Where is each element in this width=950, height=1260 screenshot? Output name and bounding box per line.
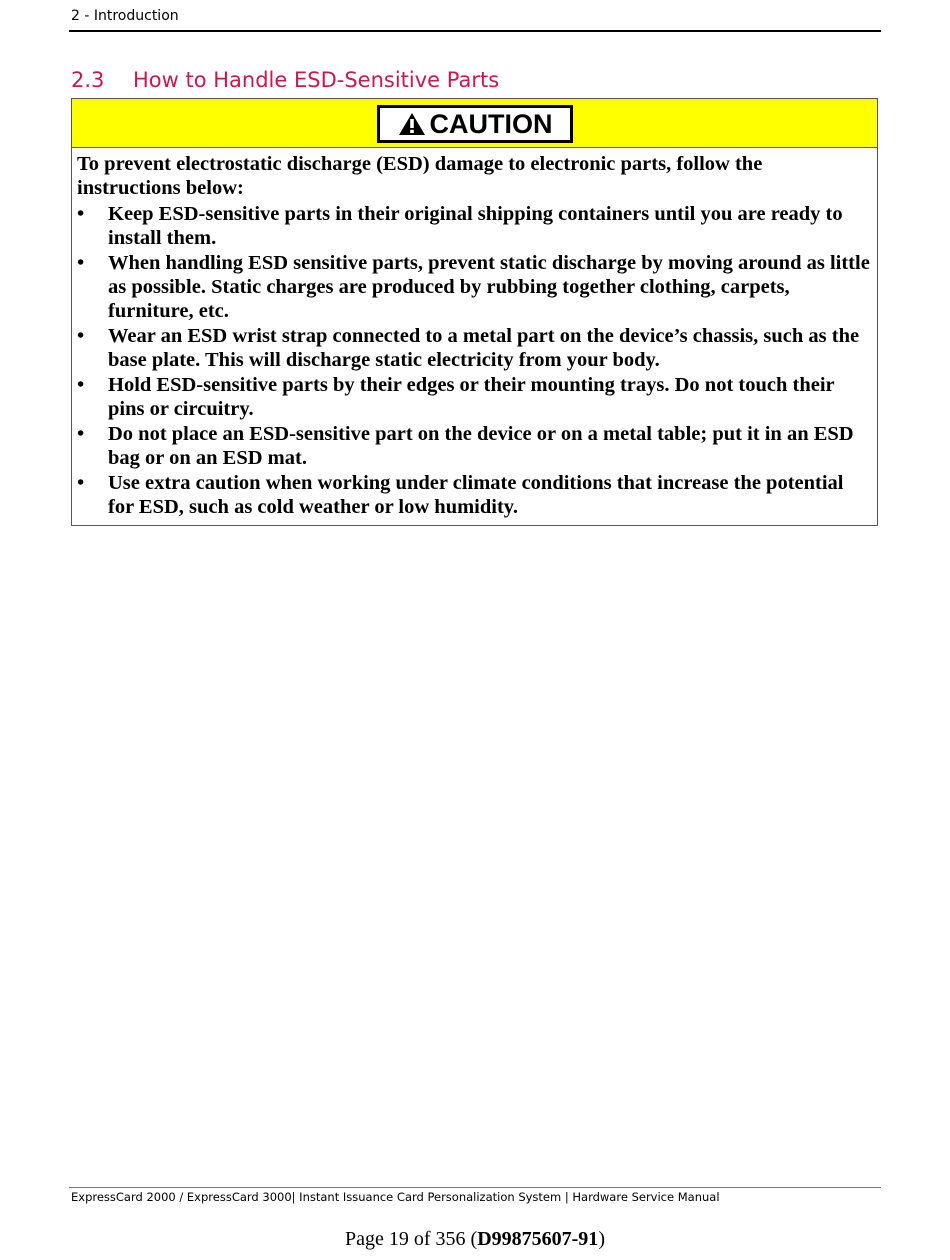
list-item-text: Use extra caution when working under climate conditions that increase the potential for ESD, such as cold weather or low humidity.	[108, 472, 844, 518]
warning-triangle-icon	[398, 112, 426, 136]
section-title: How to Handle ESD-Sensitive Parts	[133, 68, 500, 92]
document-id: D99875607-91	[477, 1228, 599, 1250]
list-item-text: Hold ESD-sensitive parts by their edges or their mounting trays. Do not touch their pins or circuitry.	[108, 374, 835, 420]
footer-rule	[69, 1187, 881, 1188]
bullet-icon: •	[77, 374, 85, 396]
list-item	[77, 251, 871, 323]
footer-text: ExpressCard 2000 / ExpressCard 3000| Instant Issuance Card Personalization System | Hardware Service Manual	[71, 1190, 720, 1204]
section-heading	[71, 68, 499, 92]
list-item	[77, 422, 871, 470]
caution-body	[72, 148, 877, 525]
running-header: 2 - Introduction	[71, 8, 179, 24]
list-item	[77, 471, 871, 519]
caution-box	[71, 98, 878, 526]
caution-intro: To prevent electrostatic discharge (ESD) damage to electronic parts, follow the instructions below:	[77, 153, 763, 199]
caution-label	[377, 105, 573, 143]
page-number-suffix: )	[598, 1228, 605, 1250]
list-item-text: Do not place an ESD-sensitive part on the device or on a metal table; put it in an ESD bag or on an ESD mat.	[108, 423, 854, 469]
list-item	[77, 202, 871, 250]
caution-list	[77, 202, 871, 519]
bullet-icon: •	[77, 203, 85, 225]
list-item	[77, 373, 871, 421]
header-rule	[69, 30, 881, 32]
bullet-icon: •	[77, 472, 85, 494]
caution-text: CAUTION	[429, 108, 553, 139]
section-number: 2.3	[71, 68, 105, 92]
bullet-icon: •	[77, 325, 85, 347]
caution-banner	[72, 99, 877, 148]
bullet-icon: •	[77, 252, 85, 274]
list-item	[77, 324, 871, 372]
page-number	[0, 1228, 950, 1251]
list-item-text: Wear an ESD wrist strap connected to a metal part on the device’s chassis, such as the base plate. This will discharge static electricity from your body.	[108, 325, 860, 371]
list-item-text: Keep ESD-sensitive parts in their original shipping containers until you are ready to install them.	[108, 203, 843, 249]
bullet-icon: •	[77, 423, 85, 445]
page-number-prefix: Page 19 of 356 (	[345, 1228, 478, 1250]
list-item-text: When handling ESD sensitive parts, prevent static discharge by moving around as little as possible. Static charges are produced by rubbing together clothing, carpets, furniture, etc.	[108, 252, 870, 322]
